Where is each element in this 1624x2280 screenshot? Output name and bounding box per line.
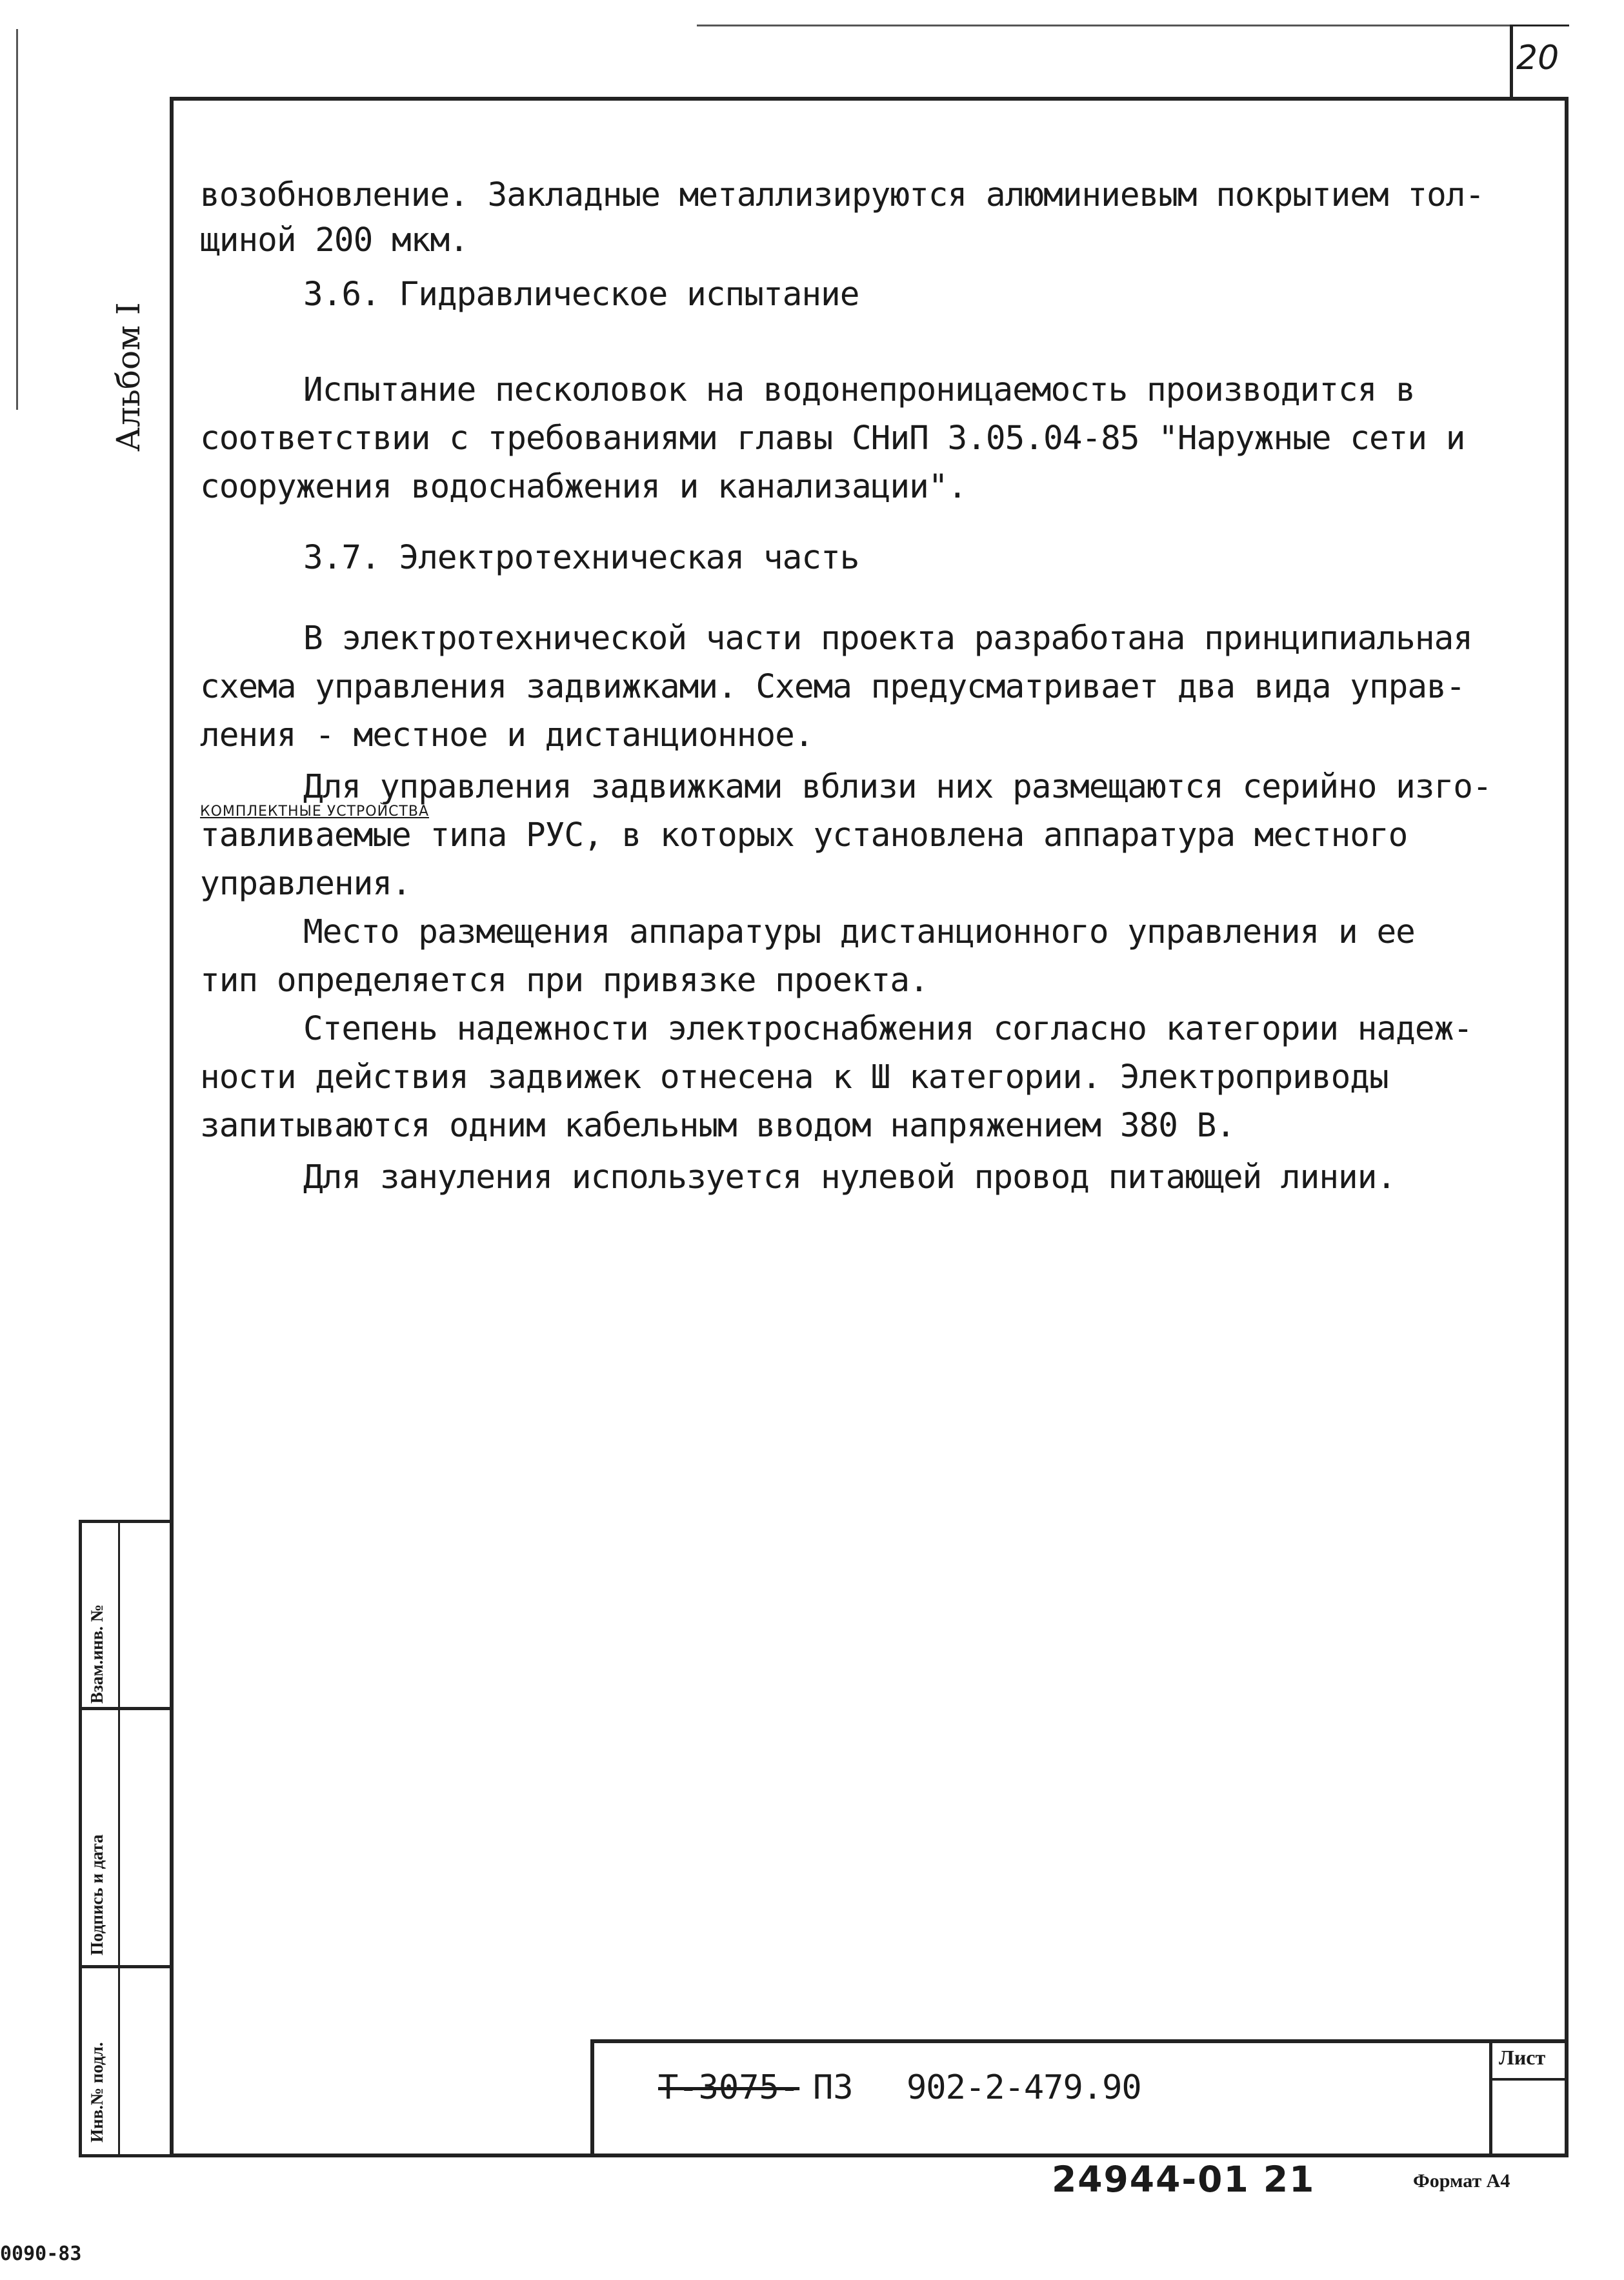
top-rule [697, 25, 1510, 26]
text-line: сооружения водоснабжения и канализации". [200, 468, 967, 506]
text-line: схема управления задвижками. Схема предусматривает два вида управ- [200, 668, 1465, 706]
document-code: 902-2-479.90 [907, 2068, 1141, 2107]
corner-code: 0090-83 [0, 2243, 82, 2265]
text-line: щиной 200 мкм. [200, 221, 468, 259]
format-label: Формат А4 [1413, 2170, 1510, 2192]
sheet-cell-divider [1489, 2078, 1569, 2081]
document-code-struck: Т-3075- [658, 2068, 800, 2107]
stamp-label-inv: Инв.№ подл. [87, 2042, 106, 2143]
text-line: Место размещения аппаратуры дистанционного управления и ее [303, 913, 1415, 951]
left-margin-rule [16, 29, 18, 410]
text-line: возобновление. Закладные металлизируются алюминиевым покрытием тол- [200, 176, 1485, 214]
text-line: Степень надежности электроснабжения согласно категории надеж- [303, 1010, 1472, 1048]
section-heading-3-7: 3.7. Электротехническая часть [303, 539, 859, 577]
text-line: Испытание песколовок на водонепроницаемость производится в [303, 371, 1415, 409]
text-line: Для управления задвижками вблизи них размещаются серийно изго- [303, 768, 1492, 806]
sheet-number: 20 [1516, 39, 1559, 77]
approval-stamp-table [79, 1520, 173, 2157]
text-line: В электротехнической части проекта разработана принципиальная [303, 620, 1472, 658]
text-line: соответствии с требованиями главы СНиП 3.05.04-85 "Наружные сети и [200, 419, 1465, 458]
inventory-number: 24944-01 21 [1052, 2159, 1316, 2200]
text-line: Для зануления используется нулевой провод питающей линии. [303, 1158, 1396, 1196]
stamp-label-vzam: Взам.инв. № [87, 1604, 106, 1704]
stamp-column-divider [118, 1523, 120, 2154]
stamp-row-divider [82, 1965, 170, 1968]
stamp-row-divider [82, 1707, 170, 1710]
stamp-label-podpis: Подпись и дата [87, 1834, 106, 1955]
text-line: ности действия задвижек отнесена к Ш категории. Электроприводы [200, 1058, 1388, 1096]
text-line: запитываются одним кабельным вводом напряжением 380 В. [200, 1107, 1236, 1145]
sheet-label: Лист [1499, 2046, 1546, 2069]
handwritten-annotation: КОМПЛЕКТНЫЕ УСТРОЙСТВА [200, 803, 429, 820]
text-line: ления - местное и дистанционное. [200, 716, 814, 754]
text-line: управления. [200, 865, 411, 903]
section-heading-3-6: 3.6. Гидравлическое испытание [303, 276, 859, 314]
document-code-suffix: ПЗ [813, 2068, 854, 2107]
album-label: Альбом I [110, 302, 147, 452]
text-line: тип определяется при привязке проекта. [200, 962, 928, 1000]
text-line: тавливаемые типа РУС, в которых установлена аппаратура местного [200, 816, 1408, 854]
